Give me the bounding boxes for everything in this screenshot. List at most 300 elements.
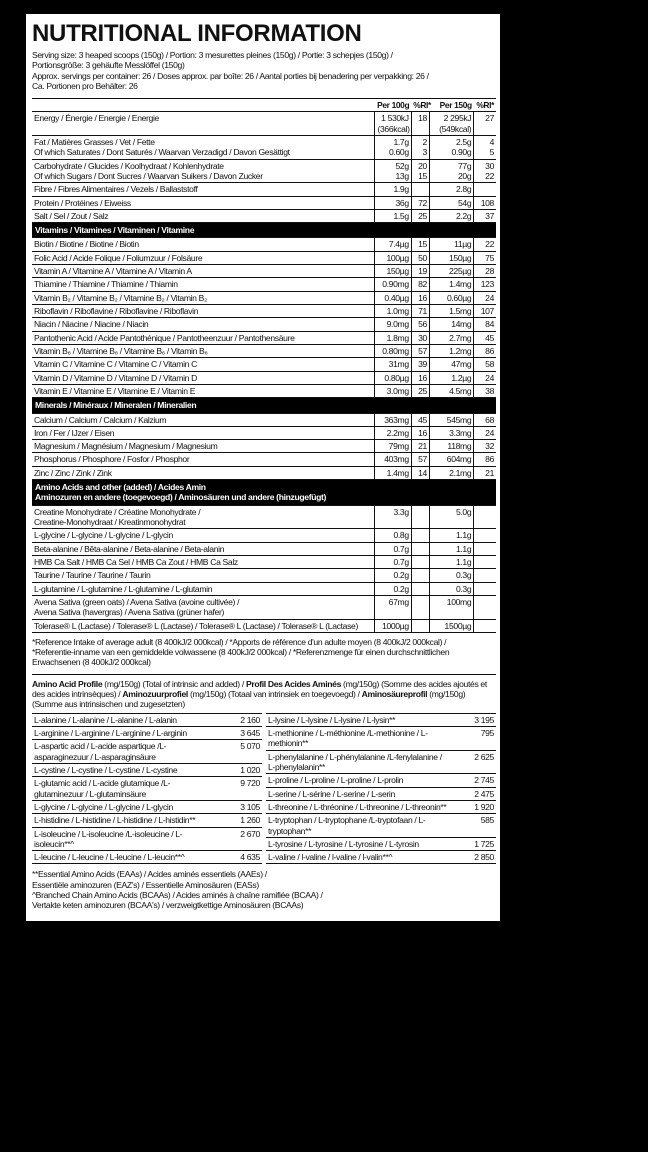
- ri-per150: 45: [474, 331, 496, 344]
- table-row: [32, 183, 496, 196]
- nutrient-name: [32, 135, 375, 159]
- cell-line: 13g: [395, 170, 409, 181]
- cell-line: 2: [422, 136, 427, 147]
- nutrition-table-body: [32, 112, 496, 633]
- footnotes: [32, 869, 496, 910]
- value-per100: 0.2g: [375, 569, 411, 582]
- amino-acid-value: 9 720: [218, 777, 262, 801]
- cell-line: 1.5g: [393, 210, 409, 221]
- nutrient-name: [32, 555, 375, 568]
- amino-acid-name: [266, 814, 452, 838]
- cell-line: 3: [422, 147, 427, 158]
- amino-acid-name: [32, 800, 218, 813]
- cell-line: 0.60g: [389, 147, 409, 158]
- table-row: [32, 569, 496, 582]
- amino-acid-value: 795: [452, 727, 496, 751]
- cell-line: L-alanine / L-alanine / L-alanine / L-alanin: [34, 714, 177, 725]
- ri-per100: [411, 209, 429, 222]
- value-per150: 4.5mg: [429, 384, 473, 397]
- ri-per100: [411, 619, 429, 632]
- ri-per150: [474, 555, 496, 568]
- nutrient-name: [32, 183, 375, 196]
- amino-acid-value: 2 160: [218, 713, 262, 726]
- value-per100: 100µg: [375, 251, 411, 264]
- table-row: [32, 413, 496, 426]
- amino-acid-list: [32, 713, 262, 864]
- value-per100: [375, 112, 411, 136]
- amino-acid-row: [266, 750, 496, 774]
- value-per100: 0.80mg: [375, 344, 411, 357]
- table-row: [32, 440, 496, 453]
- cell-line: Of which Sugars / Dont Sucres / Waarvan Suikers / Davon Zucker: [34, 170, 263, 181]
- section-title: Vitamins / Vitamines / Vitaminen / Vitamine: [32, 223, 496, 238]
- value-per150: 3.3mg: [429, 426, 473, 439]
- value-per150: 118mg: [429, 440, 473, 453]
- nutrient-name: Vitamin B₆ / Vitamine B₆ / Vitamine B₆ / Vitamin B₆: [32, 344, 375, 357]
- ri-per100: 16: [411, 291, 429, 304]
- aa-profile-heading: Aminosäureprofil: [361, 689, 428, 700]
- nutrient-name: Vitamin C / Vitamine C / Vitamine C / Vitamin C: [32, 358, 375, 371]
- ri-per150: 58: [474, 358, 496, 371]
- value-per150: 1.1g: [429, 529, 473, 542]
- cell-line: L-glutamic acid / L-acide glutamique /: [34, 778, 164, 789]
- amino-acid-name: [32, 827, 218, 851]
- nutrition-panel: [26, 14, 500, 921]
- cell-line: 1.9g: [393, 184, 409, 195]
- cell-line: 22: [485, 170, 494, 181]
- footnote-line: Vertakte keten aminozuren (BCAA's) / verzweigtkettige Aminosäuren (BCAAs): [32, 900, 304, 911]
- section-header: [32, 480, 496, 506]
- value-per150: 1.2mg: [429, 344, 473, 357]
- table-row: [32, 595, 496, 619]
- value-per150: 2.1mg: [429, 466, 473, 479]
- note-line: Erwachsenen (8 400kJ/2 000kcal): [32, 657, 151, 668]
- value-per150: 150µg: [429, 251, 473, 264]
- amino-acid-column-right: [266, 713, 496, 865]
- amino-acid-value: 3 195: [452, 713, 496, 726]
- aa-profile-text: (mg/150g) (Somme des acides ajoutés et des acides intrinsèques) /: [32, 678, 487, 700]
- cell-line: 36g: [395, 197, 409, 208]
- nutrient-name: Magnesium / Magnésium / Magnesium / Magnesium: [32, 440, 375, 453]
- ri-per100: [411, 542, 429, 555]
- amino-acid-value: 5 070: [218, 740, 262, 764]
- ri-per100: 30: [411, 331, 429, 344]
- ri-per100: [411, 135, 429, 159]
- ri-per150: 21: [474, 466, 496, 479]
- aa-profile-text: (mg/150g) (Total of intrinsic and added) /: [102, 678, 246, 689]
- section-header: [32, 223, 496, 238]
- cell-line: L-glutaminezuur / L-glutaminsäure: [34, 778, 171, 799]
- value-per150: 0.60µg: [429, 291, 473, 304]
- table-row: [32, 331, 496, 344]
- amino-acid-row: [266, 787, 496, 800]
- cell-line: 2 295kJ: [443, 113, 472, 124]
- value-per100: [375, 159, 411, 183]
- amino-acid-name: [32, 727, 218, 740]
- value-per100: 0.7g: [375, 542, 411, 555]
- table-row: [32, 196, 496, 209]
- nutrient-name: [32, 196, 375, 209]
- amino-acid-row: [32, 851, 262, 864]
- cell-line: 27: [485, 113, 494, 124]
- value-per100: [375, 135, 411, 159]
- ri-per100: 19: [411, 265, 429, 278]
- cell-line: (366kcal): [377, 123, 410, 134]
- value-per100: 0.7g: [375, 555, 411, 568]
- value-per150: [429, 112, 473, 136]
- cell-line: L-asparaginezuur / L-asparaginsäure: [34, 741, 167, 762]
- cell-line: L-glutamine / L-glutamine / L-glutamine / L-glutamin: [34, 583, 213, 594]
- section-title: [32, 480, 496, 506]
- value-per100: 1.8mg: [375, 331, 411, 344]
- section-title: Minerals / Minéraux / Mineralen / Mineralien: [32, 398, 496, 413]
- cell-line: 30: [485, 160, 494, 171]
- ri-per150: 32: [474, 440, 496, 453]
- cell-line: 20g: [458, 170, 472, 181]
- table-row: [32, 582, 496, 595]
- cell-line: 108: [480, 197, 494, 208]
- amino-acid-row: [32, 713, 262, 726]
- cell-line: 1.7g: [393, 136, 409, 147]
- amino-acid-name: [266, 774, 452, 787]
- ri-per100: 15: [411, 238, 429, 251]
- ri-per100: 14: [411, 466, 429, 479]
- ri-per100: 71: [411, 305, 429, 318]
- nutrient-name: Vitamin B₂ / Vitamine B₂ / Vitamine B₂ / Vitamin B₂: [32, 291, 375, 304]
- value-per100: 363mg: [375, 413, 411, 426]
- header-per100: Per 100g: [377, 100, 410, 111]
- table-row: [32, 251, 496, 264]
- nutrient-name: [32, 112, 375, 136]
- value-per150: 1.5mg: [429, 305, 473, 318]
- amino-acid-value: 2 475: [452, 787, 496, 800]
- value-per150: [429, 209, 473, 222]
- ri-per150: [474, 529, 496, 542]
- value-per150: 604mg: [429, 453, 473, 466]
- value-per150: 0.3g: [429, 569, 473, 582]
- nutrient-name: Vitamin A / Vitamine A / Vitamine A / Vitamin A: [32, 265, 375, 278]
- value-per100: 403mg: [375, 453, 411, 466]
- ri-per100: 16: [411, 371, 429, 384]
- value-per100: 0.90mg: [375, 278, 411, 291]
- cell-line: Energy / Énergie / Energie / Energie: [34, 113, 159, 124]
- table-row: [32, 159, 496, 183]
- cell-line: L-phenylalanine / L-phénylalanine /: [268, 751, 390, 762]
- cell-line: 2.8g: [455, 184, 472, 195]
- serving-line: Approx. servings per container: 26 / Doses approx. par boîte: 26 / Aantal porties bij benadering per verpakking: 26 /: [32, 70, 429, 81]
- cell-line: Carbohydrate / Glucides / Koolhydraat / Kohlenhydrate: [34, 160, 224, 171]
- cell-line: L-tyrosine / L-tyrosine / L-tyrosine / L-tyrosin: [268, 838, 419, 849]
- aa-profile-heading: Aminozuurprofiel: [122, 689, 188, 700]
- amino-acid-value: 2 850: [452, 851, 496, 864]
- nutrient-name: [32, 569, 375, 582]
- nutrient-name: [32, 159, 375, 183]
- value-per150: 1.1g: [429, 542, 473, 555]
- amino-acid-name: [32, 713, 218, 726]
- cell-line: 77g: [458, 160, 472, 171]
- table-row: [32, 278, 496, 291]
- ri-per100: [411, 555, 429, 568]
- nutrient-name: Calcium / Calcium / Calcium / Kalzium: [32, 413, 375, 426]
- table-row: [32, 555, 496, 568]
- value-per100: 1.0mg: [375, 305, 411, 318]
- ri-per100: [411, 569, 429, 582]
- amino-acid-name: [266, 851, 452, 864]
- cell-line: 52g: [395, 160, 409, 171]
- cell-line: L-leucine / L-leucine / L-leucine / L-leucin**^: [34, 852, 185, 863]
- serving-line: Portionsgröße: 3 gehäufte Messlöffel (150g): [32, 60, 185, 71]
- ri-per100: 21: [411, 440, 429, 453]
- cell-line: L-arginine / L-arginine / L-arginine / L-arginin: [34, 728, 187, 739]
- ri-per100: 50: [411, 251, 429, 264]
- table-row: [32, 453, 496, 466]
- amino-acid-row: [32, 727, 262, 740]
- table-row: [32, 619, 496, 632]
- serving-line: Ca. Portionen pro Behälter: 26: [32, 80, 138, 91]
- amino-acid-row: [266, 837, 496, 850]
- ri-per100: 57: [411, 344, 429, 357]
- cell-line: 4: [489, 136, 494, 147]
- value-per100: 2.2mg: [375, 426, 411, 439]
- header-per150: Per 150g: [439, 100, 472, 111]
- value-per150: 1.2µg: [429, 371, 473, 384]
- table-row: [32, 112, 496, 136]
- value-per100: [375, 183, 411, 196]
- value-per150: 545mg: [429, 413, 473, 426]
- value-per100: 31mg: [375, 358, 411, 371]
- table-row: [32, 371, 496, 384]
- amino-acid-row: [266, 774, 496, 787]
- cell-line: L-isoleucine / L-isoleucine /: [34, 828, 128, 839]
- table-row: [32, 384, 496, 397]
- table-row: [32, 505, 496, 529]
- amino-acid-value: 1 725: [452, 837, 496, 850]
- amino-acid-row: [266, 851, 496, 864]
- cell-line: Protein / Protéines / Eiweiss: [34, 197, 131, 208]
- value-per150: 1.1g: [429, 555, 473, 568]
- value-per100: 3.3g: [375, 505, 411, 529]
- value-per150: 14mg: [429, 318, 473, 331]
- nutrient-name: Folic Acid / Acide Folique / Foliumzuur / Folsäure: [32, 251, 375, 264]
- amino-acid-row: [32, 827, 262, 851]
- ri-per150: 24: [474, 371, 496, 384]
- ri-per150: [474, 619, 496, 632]
- table-row: [32, 466, 496, 479]
- footnote-line: **Essential Amino Acids (EAAs) / Acides aminés essentiels (AAEs) /: [32, 869, 267, 880]
- value-per100: 0.40µg: [375, 291, 411, 304]
- amino-acid-value: 2 745: [452, 774, 496, 787]
- ri-per100: [411, 595, 429, 619]
- value-per100: 0.80µg: [375, 371, 411, 384]
- ri-per100: 16: [411, 426, 429, 439]
- amino-acid-value: 2 625: [452, 750, 496, 774]
- ri-per150: 107: [474, 305, 496, 318]
- amino-acid-name: [266, 750, 452, 774]
- reference-intake-note: [32, 637, 496, 668]
- ri-per150: 24: [474, 426, 496, 439]
- value-per100: 9.0mg: [375, 318, 411, 331]
- amino-acid-name: [32, 851, 218, 864]
- amino-acid-name: [266, 727, 452, 751]
- nutrient-name: Zinc / Zinc / Zink / Zink: [32, 466, 375, 479]
- ri-per100: 57: [411, 453, 429, 466]
- nutrient-name: [32, 529, 375, 542]
- table-row: [32, 238, 496, 251]
- note-line: *Reference Intake of average adult (8 400kJ/2 000kcal) / *Apports de référence d'un adulte moyen (8 400kJ/2 000kcal) /: [32, 636, 447, 647]
- amino-acid-row: [266, 713, 496, 726]
- value-per150: 47mg: [429, 358, 473, 371]
- section-title-line: Amino Acids and other (added) / Acides Amin: [35, 482, 206, 493]
- cell-line: 0.90g: [451, 147, 472, 158]
- nutrition-table: [32, 98, 496, 633]
- ri-per150: 86: [474, 344, 496, 357]
- ri-per100: 56: [411, 318, 429, 331]
- nutrient-name: Thiamine / Thiamine / Thiamine / Thiamin: [32, 278, 375, 291]
- table-row: [32, 135, 496, 159]
- cell-line: 5: [489, 147, 494, 158]
- amino-acid-name: [32, 763, 218, 776]
- ri-per150: [474, 159, 496, 183]
- amino-acid-value: 3 105: [218, 800, 262, 813]
- amino-acid-row: [32, 800, 262, 813]
- value-per150: 1.4mg: [429, 278, 473, 291]
- cell-line: L-serine / L-sérine / L-serine / L-serin: [268, 788, 395, 799]
- amino-acid-value: 2 670: [218, 827, 262, 851]
- cell-line: 37: [485, 210, 494, 221]
- table-row: [32, 291, 496, 304]
- amino-acid-profile-intro: [32, 679, 496, 710]
- amino-acid-row: [32, 814, 262, 827]
- table-row: [32, 426, 496, 439]
- value-per150: 11µg: [429, 238, 473, 251]
- amino-acid-row: [32, 763, 262, 776]
- amino-acid-name: [32, 777, 218, 801]
- nutrient-name: [32, 619, 375, 632]
- table-row: [32, 344, 496, 357]
- value-per100: 0.8g: [375, 529, 411, 542]
- value-per100: 7.4µg: [375, 238, 411, 251]
- nutrient-name: [32, 595, 375, 619]
- value-per100: 150µg: [375, 265, 411, 278]
- ri-per100: [411, 183, 429, 196]
- amino-acid-grid: [32, 713, 496, 865]
- amino-acid-list: [266, 713, 496, 864]
- ri-per100: [411, 582, 429, 595]
- aa-profile-heading: Profil Des Acides Aminés: [245, 678, 342, 689]
- cell-line: 18: [418, 113, 427, 124]
- value-per150: [429, 183, 473, 196]
- divider: [32, 674, 496, 675]
- ri-per150: [474, 112, 496, 136]
- value-per100: 1.4mg: [375, 466, 411, 479]
- amino-acid-name: [266, 713, 452, 726]
- amino-acid-value: 4 635: [218, 851, 262, 864]
- ri-per150: [474, 196, 496, 209]
- header-ri: %RI*: [476, 100, 494, 111]
- cell-line: L-aspartic acid / L-acide aspartique /: [34, 741, 160, 752]
- cell-line: Beta-alanine / Bêta-alanine / Beta-alanine / Beta-alanin: [34, 543, 225, 554]
- value-per100: 3.0mg: [375, 384, 411, 397]
- ri-per150: 75: [474, 251, 496, 264]
- amino-acid-column-left: [32, 713, 262, 865]
- ri-per150: [474, 595, 496, 619]
- ri-per100: [411, 112, 429, 136]
- cell-line: 25: [418, 210, 427, 221]
- value-per150: 100mg: [429, 595, 473, 619]
- value-per100: 1000µg: [375, 619, 411, 632]
- cell-line: 15: [418, 170, 427, 181]
- nutrient-name: [32, 505, 375, 529]
- cell-line: Fibre / Fibres Alimentaires / Vezels / Ballaststoff: [34, 184, 198, 195]
- nutrient-name: Vitamin D / Vitamine D / Vitamine D / Vitamin D: [32, 371, 375, 384]
- cell-line: 1 530kJ: [381, 113, 409, 124]
- table-row: [32, 529, 496, 542]
- nutrient-name: Vitamin E / Vitamine E / Vitamine E / Vitamin E: [32, 384, 375, 397]
- ri-per150: [474, 582, 496, 595]
- value-per150: [429, 196, 473, 209]
- table-row: [32, 265, 496, 278]
- table-row: [32, 209, 496, 222]
- table-row: [32, 358, 496, 371]
- ri-per150: [474, 542, 496, 555]
- amino-acid-value: 1 920: [452, 800, 496, 813]
- cell-line: Taurine / Taurine / Taurine / Taurin: [34, 570, 151, 581]
- amino-acid-name: [266, 800, 452, 813]
- cell-line: Tolerase® L (Lactase) / Tolerase® L (Lactase) / Tolerase® L (Lactase) / Tolerase® L (Lactase): [34, 620, 358, 631]
- cell-line: L-histidine / L-histidine / L-histidine / L-histidin**: [34, 815, 196, 826]
- amino-acid-name: [266, 837, 452, 850]
- ri-per100: [411, 159, 429, 183]
- value-per150: [429, 159, 473, 183]
- footnote-line: ^Branched Chain Amino Acids (BCAAs) / Acides aminés à chaîne ramifiée (BCAA) /: [32, 890, 323, 901]
- ri-per100: 25: [411, 384, 429, 397]
- note-line: *Referentie-inname van een gemiddelde volwassene (8 400kJ/2 000kcal) / *Referenzmenge für einen durchschnittlichen: [32, 647, 450, 658]
- value-per150: 2.7mg: [429, 331, 473, 344]
- cell-line: 72: [418, 197, 427, 208]
- section-header: [32, 398, 496, 413]
- cell-line: 54g: [458, 197, 472, 208]
- header-ri: %RI*: [413, 100, 431, 111]
- nutrient-name: Iron / Fer / IJzer / Eisen: [32, 426, 375, 439]
- cell-line: 2.5g: [455, 136, 472, 147]
- ri-per150: [474, 135, 496, 159]
- amino-acid-value: 1 260: [218, 814, 262, 827]
- amino-acid-row: [32, 740, 262, 764]
- serving-line: Serving size: 3 heaped scoops (150g) / Portion: 3 mesurettes pleines (150g) / Portie: 3 schepjes (150g) /: [32, 50, 393, 60]
- ri-per100: 82: [411, 278, 429, 291]
- section-title-line: Aminozuren en andere (toegevoegd) / Aminosäuren und andere (hinzugefügt): [35, 492, 327, 503]
- cell-line: L-fenylalanine / L-phenylalanin**: [268, 751, 442, 772]
- amino-acid-value: 585: [452, 814, 496, 838]
- cell-line: L-tryptofaan / L-tryptophan**: [268, 815, 426, 836]
- ri-per150: [474, 569, 496, 582]
- cell-line: L-proline / L-proline / L-proline / L-prolin: [268, 775, 404, 786]
- aa-profile-text: (mg/150g) (Totaal van intrinsiek en toegevoegd) /: [187, 689, 362, 700]
- value-per150: 5.0g: [429, 505, 473, 529]
- cell-line: L-methionine / L-méthionine /: [268, 728, 370, 739]
- nutrient-name: Biotin / Biotine / Biotine / Biotin: [32, 238, 375, 251]
- cell-line: Salt / Sel / Zout / Salz: [34, 210, 109, 221]
- cell-line: Fat / Matières Grasses / Vet / Fette: [34, 136, 155, 147]
- ri-per150: [474, 505, 496, 529]
- table-row: [32, 318, 496, 331]
- value-per100: 67mg: [375, 595, 411, 619]
- ri-per100: 39: [411, 358, 429, 371]
- ri-per100: [411, 196, 429, 209]
- nutrient-name: [32, 209, 375, 222]
- cell-line: L-glycine / L-glycine / L-glycine / L-glycin: [34, 801, 173, 812]
- footnote-line: Essentiële aminozuren (EAZ's) / Essentielle Aminosäuren (EASs): [32, 879, 259, 890]
